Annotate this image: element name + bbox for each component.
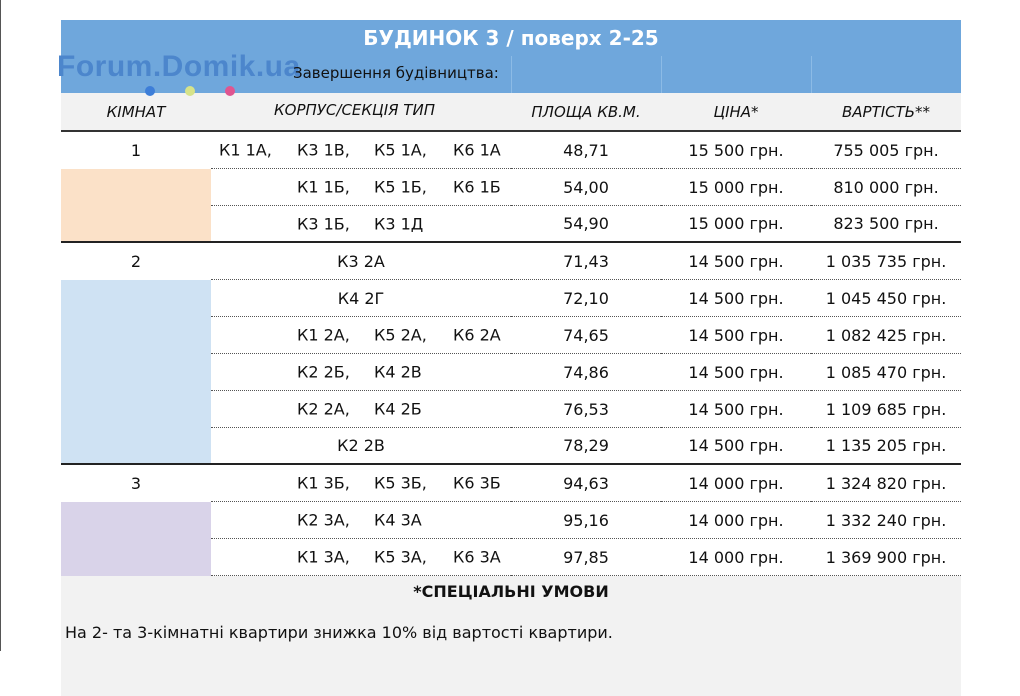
rooms-cell: 1 [130, 141, 142, 160]
price-cell: 14 500 грн. [661, 354, 811, 391]
rooms-cell [61, 502, 211, 539]
price-cell: 14 500 грн. [661, 317, 811, 354]
subheader-bar [57, 50, 961, 93]
price-cell: 14 500 грн. [661, 280, 811, 317]
rooms-cell [61, 428, 211, 465]
type-code: К4 2Г [337, 288, 385, 308]
completion-label: Завершення будівництва: [293, 64, 499, 82]
price-cell: 15 000 грн. [661, 206, 811, 243]
price-cell: 14 500 грн. [661, 428, 811, 465]
type-code: К6 3А [453, 547, 501, 567]
area-cell: 54,90 [511, 206, 661, 243]
table-row [61, 391, 961, 428]
table-row [61, 317, 961, 354]
window-left-border [0, 0, 1, 651]
type-code: К3 1Д [374, 214, 424, 233]
types-cell [211, 354, 511, 391]
type-code: К2 2В [337, 436, 385, 455]
type-code: К1 3А, [297, 547, 350, 567]
table-header [61, 93, 961, 132]
type-code: К3 1В, [297, 140, 350, 160]
header-price: ЦІНА* [713, 102, 759, 121]
type-code: К6 1А [453, 140, 501, 160]
price-cell: 15 000 грн. [661, 169, 811, 206]
watermark-logo: Forum.Domik.ua [57, 50, 301, 83]
table-row [61, 465, 961, 502]
cost-cell: 1 085 470 грн. [811, 354, 961, 391]
special-conditions-title: *СПЕЦІАЛЬНІ УМОВИ [413, 582, 609, 601]
rooms-cell [61, 317, 211, 354]
types-cell [211, 465, 511, 502]
type-code: К5 2А, [374, 325, 427, 345]
rooms-cell [61, 280, 211, 317]
area-cell: 94,63 [511, 465, 661, 502]
rooms-cell [61, 391, 211, 428]
cost-cell: 1 035 735 грн. [811, 243, 961, 280]
cost-cell: 1 045 450 грн. [811, 280, 961, 317]
area-cell: 76,53 [511, 391, 661, 428]
cost-cell: 755 005 грн. [811, 132, 961, 169]
table-body [61, 132, 961, 576]
price-cell: 14 000 грн. [661, 465, 811, 502]
cost-cell: 1 082 425 грн. [811, 317, 961, 354]
types-cell [211, 280, 511, 317]
type-code: К3 2А [337, 251, 385, 271]
types-cell [211, 169, 511, 206]
header-types: КОРПУС/СЕКЦІЯ ТИП [274, 101, 435, 119]
type-code: К5 3Б, [374, 473, 427, 493]
type-code: К4 2В [374, 362, 422, 382]
rooms-cell [61, 354, 211, 391]
cost-cell: 823 500 грн. [811, 206, 961, 243]
price-cell: 14 000 грн. [661, 539, 811, 576]
types-cell [211, 502, 511, 539]
special-conditions-text: На 2- та 3-кімнатні квартири знижка 10% від вартості квартири. [65, 623, 613, 642]
type-code: К1 1Б, [297, 177, 350, 197]
type-code: К1 1А, [219, 140, 272, 160]
type-code: К5 1А, [374, 140, 427, 160]
header-area: ПЛОЩА КВ.М. [531, 102, 641, 121]
sheet-title: БУДИНОК 3 / поверх 2-25 [61, 20, 961, 56]
area-cell: 54,00 [511, 169, 661, 206]
types-cell [211, 243, 511, 280]
rooms-cell: 2 [130, 252, 142, 271]
table-row [61, 280, 961, 317]
cost-cell: 810 000 грн. [811, 169, 961, 206]
price-cell: 14 500 грн. [661, 243, 811, 280]
area-cell: 95,16 [511, 502, 661, 539]
type-code: К5 1Б, [374, 177, 427, 197]
types-cell [211, 317, 511, 354]
type-code: К4 3А [374, 510, 422, 530]
cost-cell: 1 109 685 грн. [811, 391, 961, 428]
type-code: К1 2А, [297, 325, 350, 345]
type-code: К1 3Б, [297, 473, 350, 493]
type-code: К6 1Б [453, 177, 501, 197]
cost-cell: 1 324 820 грн. [811, 465, 961, 502]
cost-cell: 1 369 900 грн. [811, 539, 961, 576]
area-cell: 48,71 [511, 132, 661, 169]
type-code: К2 2Б, [297, 362, 350, 382]
type-code: К2 3А, [297, 510, 350, 530]
header-cost: ВАРТІСТЬ** [841, 102, 931, 121]
dot-yellow-icon [185, 86, 195, 96]
table-row [61, 169, 961, 206]
cost-cell: 1 332 240 грн. [811, 502, 961, 539]
types-cell [211, 428, 511, 465]
cost-cell: 1 135 205 грн. [811, 428, 961, 465]
area-cell: 72,10 [511, 280, 661, 317]
price-cell: 14 000 грн. [661, 502, 811, 539]
type-code: К5 3А, [374, 547, 427, 567]
column-divider [511, 56, 512, 93]
types-cell [211, 539, 511, 576]
type-code: К3 1Б, [297, 214, 350, 233]
rooms-cell [61, 169, 211, 206]
area-cell: 74,65 [511, 317, 661, 354]
table-row [61, 132, 961, 169]
table-row [61, 502, 961, 539]
header-rooms: КІМНАТ [106, 102, 166, 121]
table-row [61, 539, 961, 576]
table-row [61, 354, 961, 391]
type-code: К6 3Б [453, 473, 501, 493]
price-cell: 15 500 грн. [661, 132, 811, 169]
type-code: К4 2Б [374, 399, 422, 419]
type-code: К6 2А [453, 325, 501, 345]
rooms-cell [61, 539, 211, 576]
types-cell [211, 206, 511, 243]
table-row [61, 206, 961, 243]
area-cell: 74,86 [511, 354, 661, 391]
table-row [61, 243, 961, 280]
types-cell [211, 132, 511, 169]
price-cell: 14 500 грн. [661, 391, 811, 428]
price-sheet [57, 20, 961, 696]
column-divider [661, 56, 662, 93]
special-conditions [61, 576, 961, 696]
area-cell: 71,43 [511, 243, 661, 280]
column-divider [811, 56, 812, 93]
type-code: К2 2А, [297, 399, 350, 419]
area-cell: 97,85 [511, 539, 661, 576]
table-row [61, 428, 961, 465]
rooms-cell [61, 206, 211, 243]
rooms-cell: 3 [130, 474, 142, 493]
dot-blue-icon [145, 86, 155, 96]
types-cell [211, 391, 511, 428]
area-cell: 78,29 [511, 428, 661, 465]
